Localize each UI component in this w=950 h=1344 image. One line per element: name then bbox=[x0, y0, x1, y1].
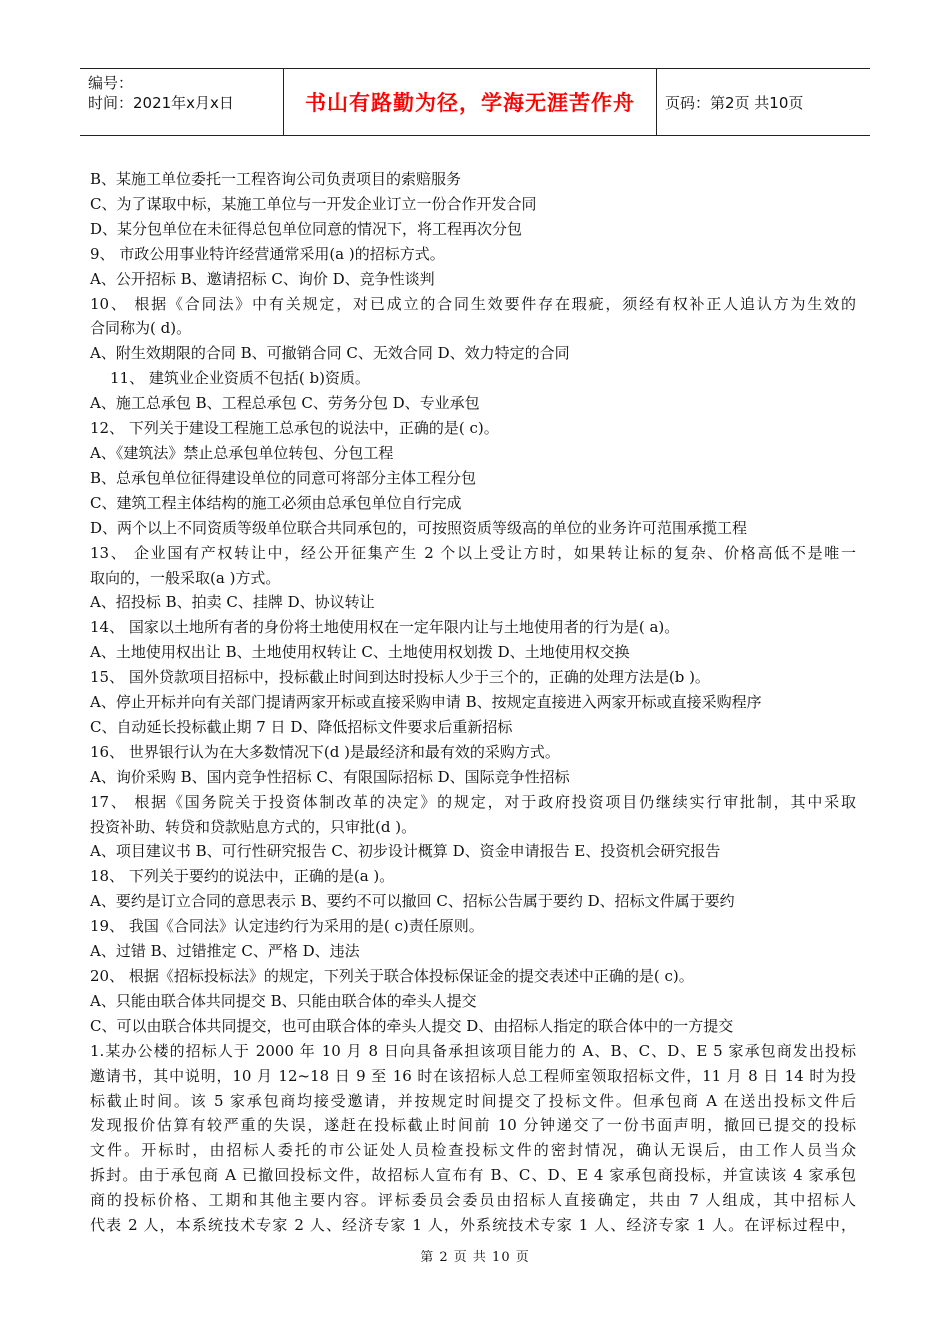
text-line: 9、 市政公用事业特许经营通常采用(a )的招标方式。 bbox=[90, 244, 445, 263]
text-line: B、总承包单位征得建设单位的同意可将部分主体工程分包 bbox=[90, 468, 477, 487]
text-line: A、停止开标并向有关部门提请两家开标或直接采购申请 B、按规定直接进入两家开标或直接采购程序 bbox=[90, 693, 762, 712]
page-header bbox=[80, 68, 870, 136]
text-line: 发现报价估算有较严重的失误，遂赶在投标截止时间前 10 分钟递交了一份书面声明，撤回已提交的投标 bbox=[90, 1116, 856, 1135]
text-line: 商的投标价格、工期和其他主要内容。评标委员会委员由招标人直接确定，共由 7 人组成，其中招标人 bbox=[90, 1191, 856, 1210]
text-line: 邀请书，其中说明，10 月 12~18 日 9 至 16 时在该招标人总工程师室领取招标文件，11 月 8 日 14 时为投 bbox=[90, 1066, 856, 1085]
document-body bbox=[90, 167, 856, 1238]
text-line: A、公开招标 B、邀请招标 C、询价 D、竞争性谈判 bbox=[90, 269, 435, 288]
text-line: A、询价采购 B、国内竞争性招标 C、有限国际招标 D、国际竞争性招标 bbox=[90, 767, 570, 786]
text-line: A、施工总承包 B、工程总承包 C、劳务分包 D、专业承包 bbox=[90, 394, 480, 413]
text-line: C、自动延长投标截止期 7 日 D、降低招标文件要求后重新招标 bbox=[90, 717, 513, 736]
text-line: A、《建筑法》禁止总承包单位转包、分包工程 bbox=[90, 443, 394, 462]
text-line: C、建筑工程主体结构的施工必须由总承包单位自行完成 bbox=[90, 493, 462, 512]
text-line: 文件。开标时，由招标人委托的市公证处人员检查投标文件的密封情况，确认无误后，由工作人员当众 bbox=[90, 1141, 856, 1160]
text-line: 14、 国家以土地所有者的身份将土地使用权在一定年限内让与土地使用者的行为是( a)。 bbox=[90, 618, 680, 637]
header-meta bbox=[80, 69, 283, 135]
page-footer: 第 2 页 共 10 页 bbox=[420, 1250, 530, 1265]
text-line: 11、 建筑业企业资质不包括( b)资质。 bbox=[110, 369, 370, 388]
document-number-label: 编号： bbox=[88, 74, 134, 92]
text-line: C、为了谋取中标，某施工单位与一开发企业订立一份合作开发合同 bbox=[90, 194, 537, 213]
text-line: 17、 根据《国务院关于投资体制改革的决定》的规定，对于政府投资项目仍继续实行审批制，其中采取 bbox=[90, 792, 856, 811]
text-line: 10、 根据《合同法》中有关规定，对已成立的合同生效要件存在瑕疵，须经有权补正人追认方为生效的 bbox=[90, 294, 856, 313]
text-line: C、可以由联合体共同提交，也可由联合体的牵头人提交 D、由招标人指定的联合体中的一方提交 bbox=[90, 1016, 734, 1035]
text-line: 拆封。由于承包商 A 已撤回投标文件，故招标人宣布有 B、C、D、E 4 家承包商投标，并宣读该 4 家承包 bbox=[90, 1166, 856, 1185]
text-line: 19、 我国《合同法》认定违约行为采用的是( c)责任原则。 bbox=[90, 917, 484, 936]
text-line: A、要约是订立合同的意思表示 B、要约不可以撤回 C、招标公告属于要约 D、招标文件属于要约 bbox=[90, 892, 735, 911]
text-line: A、只能由联合体共同提交 B、只能由联合体的牵头人提交 bbox=[90, 991, 477, 1010]
text-line: A、附生效期限的合同 B、可撤销合同 C、无效合同 D、效力特定的合同 bbox=[90, 344, 570, 363]
text-line: 投资补助、转贷和贷款贴息方式的，只审批(d )。 bbox=[90, 817, 417, 836]
text-line: 18、 下列关于要约的说法中，正确的是(a )。 bbox=[90, 867, 395, 886]
text-line: 合同称为( d)。 bbox=[90, 319, 192, 338]
text-line: D、两个以上不同资质等级单位联合共同承包的，可按照资质等级高的单位的业务许可范围承揽工程 bbox=[90, 518, 748, 537]
text-line: 1.某办公楼的招标人于 2000 年 10 月 8 日向具备承担该项目能力的 A、B、C、D、E 5 家承包商发出投标 bbox=[90, 1041, 856, 1060]
text-line: A、招投标 B、拍卖 C、挂牌 D、协议转让 bbox=[90, 593, 375, 612]
header-page-number: 页码：第2页 共10页 bbox=[665, 93, 804, 112]
text-line: 16、 世界银行认为在大多数情况下(d )是最经济和最有效的采购方式。 bbox=[90, 742, 560, 761]
text-line: 12、 下列关于建设工程施工总承包的说法中，正确的是( c)。 bbox=[90, 419, 499, 438]
text-line: D、某分包单位在未征得总包单位同意的情况下，将工程再次分包 bbox=[90, 219, 523, 238]
text-line: 15、 国外贷款项目招标中，投标截止时间到达时投标人少于三个的，正确的处理方法是(b )。 bbox=[90, 668, 710, 687]
text-line: 代表 2 人，本系统技术专家 2 人、经济专家 1 人，外系统技术专家 1 人、经济专家 1 人。在评标过程中， bbox=[90, 1216, 856, 1235]
text-line: 20、 根据《招标投标法》的规定，下列关于联合体投标保证金的提交表述中正确的是( c)。 bbox=[90, 967, 694, 985]
text-line: B、某施工单位委托一工程咨询公司负责项目的索赔服务 bbox=[90, 170, 462, 188]
text-line: 取向的，一般采取(a )方式。 bbox=[90, 568, 281, 587]
text-line: A、土地使用权出让 B、土地使用权转让 C、土地使用权划拨 D、土地使用权交换 bbox=[90, 643, 630, 662]
document-time-label: 时间：2021年x月x日 bbox=[88, 94, 234, 112]
text-line: A、项目建议书 B、可行性研究报告 C、初步设计概算 D、资金申请报告 E、投资机会研究报告 bbox=[90, 842, 721, 861]
text-line: 标截止时间。该 5 家承包商均接受邀请，并按规定时间提交了投标文件。但承包商 A 在送出投标文件后 bbox=[90, 1091, 856, 1110]
text-line: A、过错 B、过错推定 C、严格 D、违法 bbox=[90, 942, 360, 961]
text-line: 13、 企业国有产权转让中，经公开征集产生 2 个以上受让方时，如果转让标的复杂、价格高低不是唯一 bbox=[90, 543, 856, 562]
header-motto: 书山有路勤为径，学海无涯苦作舟 bbox=[283, 69, 657, 135]
